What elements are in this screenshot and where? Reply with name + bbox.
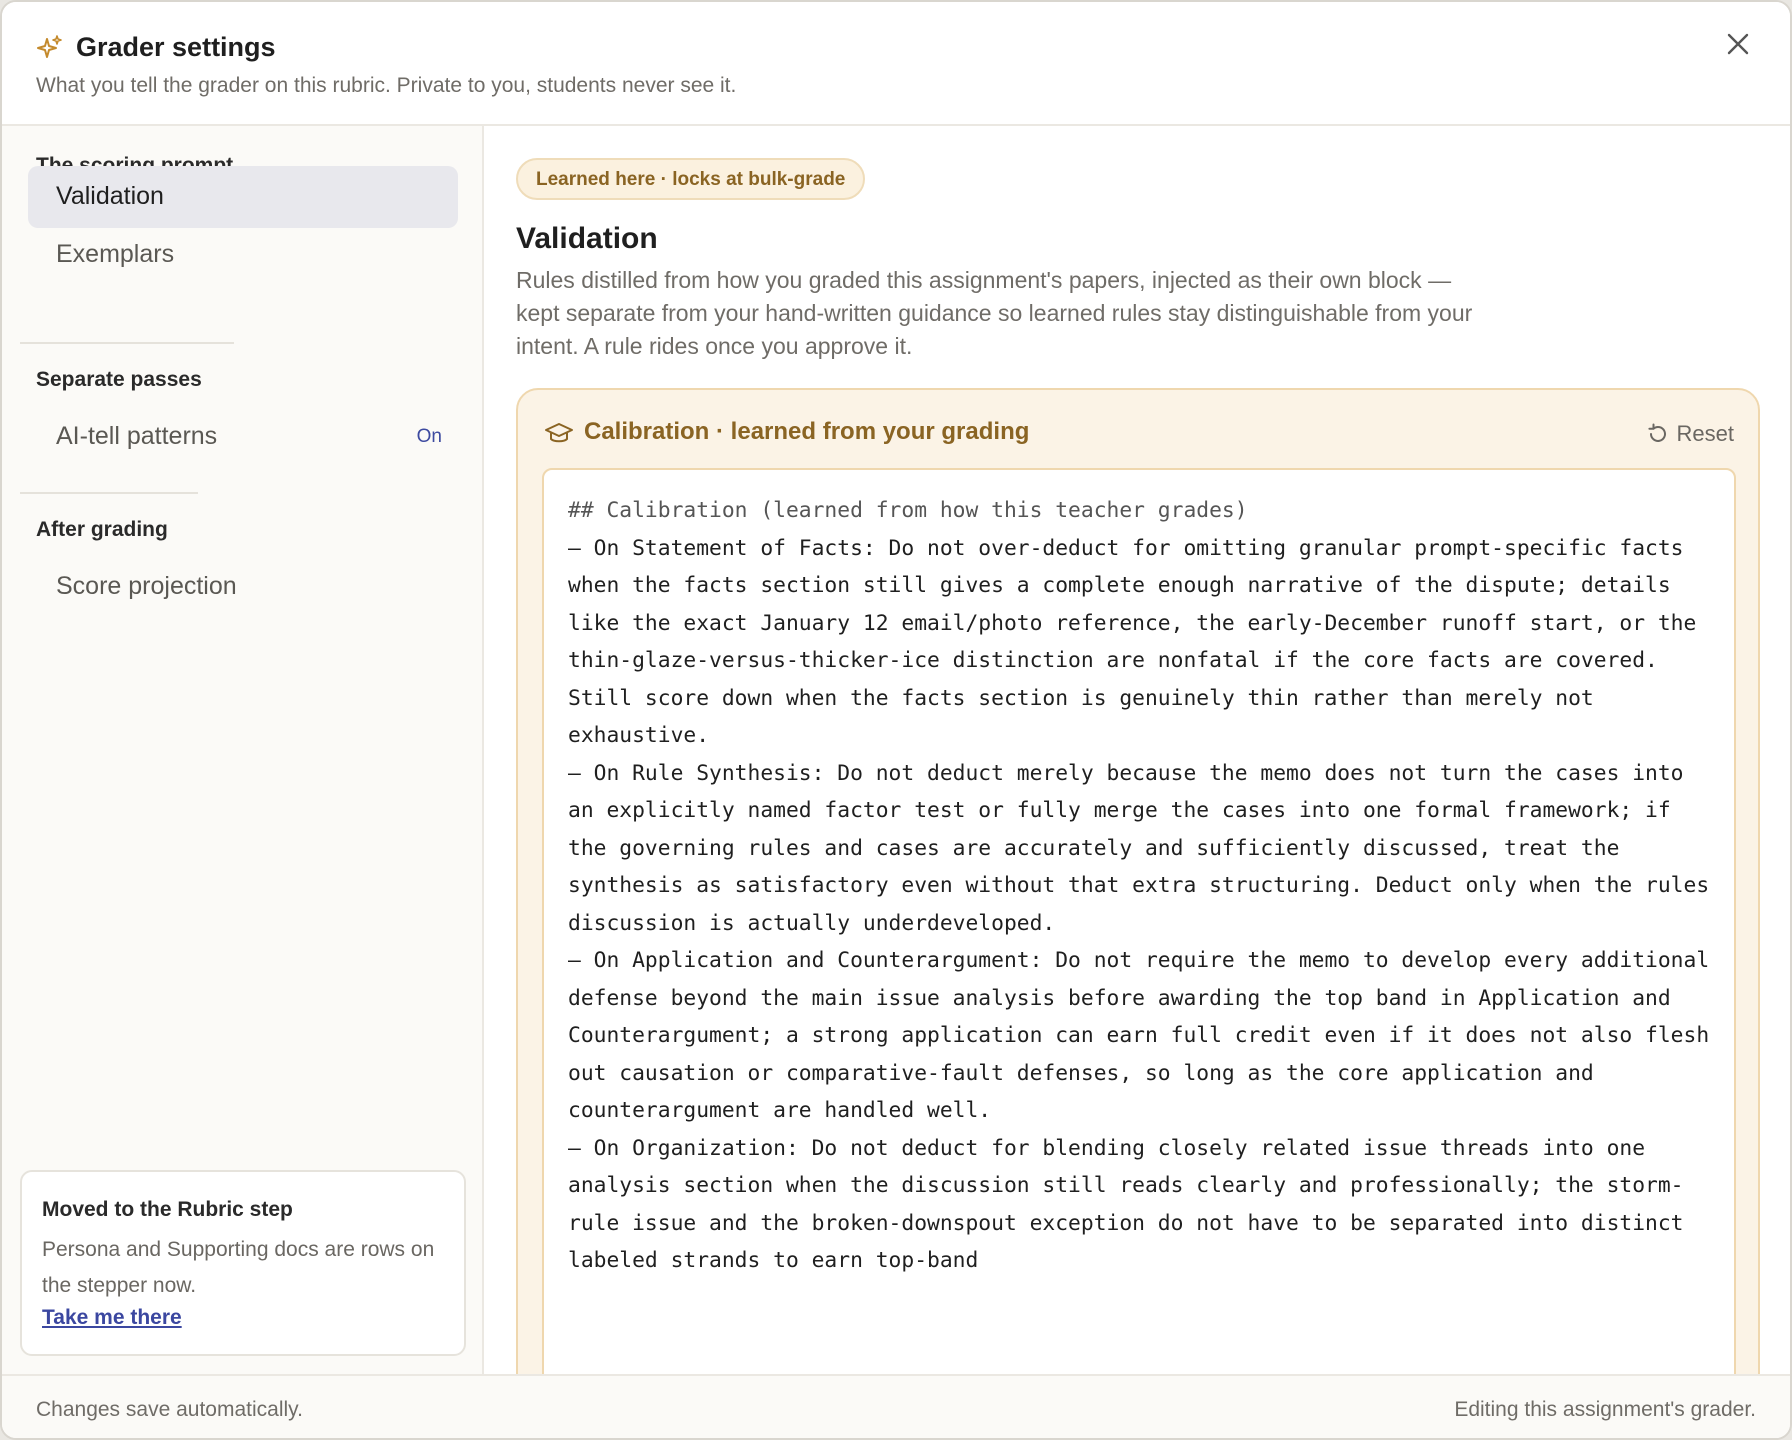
notice-body: Persona and Supporting docs are rows on the stepper now.	[42, 1238, 435, 1297]
sidebar-item-exemplars[interactable]	[28, 224, 458, 286]
editing-context: Editing this assignment's grader.	[1454, 1398, 1756, 1421]
graduation-cap-icon	[544, 420, 574, 446]
calibration-panel	[516, 388, 1760, 1374]
sidebar-item-ai-tell-patterns[interactable]	[28, 406, 458, 468]
learned-here-pill: Learned here · locks at bulk-grade	[516, 158, 865, 200]
section-heading-separate-passes: Separate passes	[36, 368, 202, 391]
rule-synthesis: – On Rule Synthesis: Do not deduct merely because the memo does not turn the cases into an explicitly named factor test or fully merge the cases into one formal framework; if the governing rules and cases are accurately and sufficiently discussed, treat the synthesis as satisfactory even without that extra structuring. Deduct only when the rules discussion is actually underdeveloped.	[568, 760, 1722, 936]
status-badge: On	[416, 426, 442, 447]
dialog-header	[2, 2, 1790, 126]
autosave-status: Changes save automatically.	[36, 1398, 303, 1421]
sidebar-item-label: Validation	[56, 182, 164, 210]
sidebar-item-validation[interactable]	[28, 166, 458, 228]
calibration-title: Calibration · learned from your grading	[584, 418, 1030, 445]
divider	[20, 492, 198, 494]
reset-label: Reset	[1676, 421, 1734, 446]
divider	[20, 342, 234, 344]
sidebar-item-label: Score projection	[56, 572, 237, 600]
dialog-footer	[2, 1374, 1790, 1440]
rule-statement-of-facts: – On Statement of Facts: Do not over-deduct for omitting granular prompt-specific facts when the facts section still gives a complete enough narrative of the dispute; details like the exact January 12 email/photo reference, the early-December runoff start, or the thin-glaze-versus-thicker-ice distinction are nonfatal if the core facts are covered. Still score down when the facts section is genuinely thin rather than merely not exhaustive.	[568, 535, 1710, 748]
rule-application: – On Application and Counterargument: Do not require the memo to develop every additional defense beyond the main issue analysis before awarding the top band in Application and Counterargument; a strong application can earn full credit even if it does not also flesh out causation or comparative-fault defenses, so long as the core application and counterargument are handled well.	[568, 948, 1722, 1123]
reset-icon	[1647, 423, 1669, 445]
rule-organization: – On Organization: Do not deduct for blending closely related issue threads into one analysis section when the discussion still reads clearly and professionally; the storm-rule issue and the broken-downspout exception do not have to be separated into distinct labeled strands to earn top-band	[568, 1135, 1697, 1273]
notice-title: Moved to the Rubric step	[42, 1198, 293, 1221]
sidebar-item-label: Exemplars	[56, 240, 175, 268]
sidebar	[2, 126, 484, 1374]
page-description: Rules distilled from how you graded this assignment's papers, injected as their own block — kept separate from your hand-written guidance so learned rules stay distinguishable from your intent. A rule rides once you approve it.	[516, 267, 1473, 359]
sidebar-item-label: AI-tell patterns	[56, 422, 218, 450]
sparkles-icon	[36, 34, 64, 62]
close-icon[interactable]	[1722, 28, 1754, 60]
dialog-title: Grader settings	[76, 32, 276, 62]
reset-button[interactable]	[1647, 418, 1734, 450]
dialog-subtitle: What you tell the grader on this rubric. Private to you, students never see it.	[36, 74, 737, 97]
calibration-textarea[interactable]	[542, 468, 1736, 1374]
take-me-there-link[interactable]: Take me there	[42, 1306, 182, 1329]
page-title: Validation	[516, 222, 658, 255]
moved-notice-card	[20, 1170, 466, 1356]
section-heading-after-grading: After grading	[36, 518, 168, 541]
calibration-heading-line: ## Calibration (learned from how this teacher grades)	[568, 498, 1248, 523]
sidebar-item-score-projection[interactable]	[28, 556, 458, 618]
main-panel	[484, 126, 1792, 1374]
